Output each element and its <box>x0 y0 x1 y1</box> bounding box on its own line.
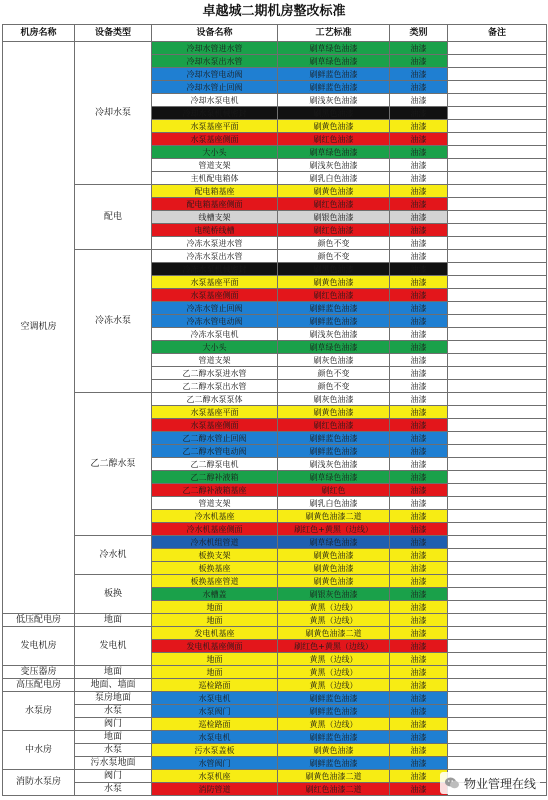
remark-cell <box>448 393 547 406</box>
remark-cell <box>448 484 547 497</box>
remark-cell <box>448 263 547 276</box>
category-cell: 油漆 <box>390 705 448 718</box>
standard-cell: 刷红色油漆 <box>278 198 390 211</box>
device-name-cell: 水泵基座侧面 <box>152 133 278 146</box>
device-name-cell: 污水泵盖板 <box>152 744 278 757</box>
device-name-cell: 冷却水管止回阀 <box>152 81 278 94</box>
standard-cell: 刷草绿色油漆 <box>278 471 390 484</box>
device-type-cell: 阀门 <box>75 718 152 731</box>
standard-cell: 刷鲜蓝色油漆 <box>278 432 390 445</box>
remark-cell <box>448 705 547 718</box>
remark-cell <box>448 172 547 185</box>
device-name-cell: 板换支架 <box>152 549 278 562</box>
standard-cell: 刷草绿色油漆 <box>278 146 390 159</box>
standard-cell: 刷红色 <box>278 484 390 497</box>
header-row <box>3 25 547 42</box>
standard-cell: 刷浅灰色油漆 <box>278 94 390 107</box>
standard-cell: 黄黑（边线） <box>278 614 390 627</box>
standard-cell: 黄黑（边线） <box>278 666 390 679</box>
device-name-cell: 发电机基座 <box>152 627 278 640</box>
standard-cell: 刷鲜蓝色油漆 <box>278 705 390 718</box>
device-name-cell: 管道支架 <box>152 159 278 172</box>
remark-cell <box>448 718 547 731</box>
category-cell: 油漆 <box>390 367 448 380</box>
standard-cell: 刷黄色油漆二道 <box>278 510 390 523</box>
category-cell: 油漆 <box>390 107 448 120</box>
category-cell: 油漆 <box>390 744 448 757</box>
table-row <box>3 250 547 263</box>
standard-cell: 刷黑色油漆 <box>278 263 390 276</box>
remark-cell <box>448 471 547 484</box>
standard-cell: 刷黄色油漆 <box>278 276 390 289</box>
remark-cell <box>448 42 547 55</box>
standard-cell: 黄黑（边线） <box>278 653 390 666</box>
standard-cell: 刷浅灰色油漆 <box>278 159 390 172</box>
remark-cell <box>448 406 547 419</box>
category-cell: 油漆 <box>390 679 448 692</box>
category-cell: 油漆 <box>390 159 448 172</box>
wechat-icon <box>444 775 460 791</box>
category-cell: 油漆 <box>390 237 448 250</box>
remark-cell <box>448 536 547 549</box>
device-name-cell: 水槽盖 <box>152 588 278 601</box>
category-cell: 油漆 <box>390 94 448 107</box>
device-name-cell: 冷冻水管电动阀 <box>152 315 278 328</box>
table-row <box>3 744 547 757</box>
standard-cell: 黄黑（边线） <box>278 601 390 614</box>
category-cell: 油漆 <box>390 731 448 744</box>
device-name-cell: 大小头 <box>152 341 278 354</box>
remark-cell <box>448 68 547 81</box>
category-cell: 油漆 <box>390 627 448 640</box>
category-cell: 油漆 <box>390 523 448 536</box>
standard-cell: 颜色不变 <box>278 250 390 263</box>
device-type-cell: 污水泵地面 <box>75 757 152 770</box>
remark-cell <box>448 341 547 354</box>
device-type-cell: 板换 <box>75 575 152 614</box>
table-row <box>3 679 547 692</box>
remark-cell <box>448 354 547 367</box>
remark-cell <box>448 497 547 510</box>
category-cell: 油漆 <box>390 471 448 484</box>
category-cell: 油漆 <box>390 497 448 510</box>
remark-cell <box>448 666 547 679</box>
category-cell: 油漆 <box>390 146 448 159</box>
category-cell: 油漆 <box>390 55 448 68</box>
device-name-cell: 水泵基座平面 <box>152 276 278 289</box>
device-name-cell: 乙二醇水泵出水管 <box>152 380 278 393</box>
standard-cell: 刷红色油漆 <box>278 224 390 237</box>
device-type-cell: 冷冻水泵 <box>75 250 152 393</box>
table-row <box>3 666 547 679</box>
remark-cell <box>448 198 547 211</box>
category-cell: 油漆 <box>390 42 448 55</box>
device-name-cell: 乙二醇水泵进水管 <box>152 367 278 380</box>
remark-cell <box>448 159 547 172</box>
standard-cell: 刷黄色油漆 <box>278 575 390 588</box>
category-cell: 油漆 <box>390 341 448 354</box>
remark-cell <box>448 289 547 302</box>
standard-cell: 黄黑（边线） <box>278 718 390 731</box>
standards-table <box>2 24 547 796</box>
category-cell: 油漆 <box>390 588 448 601</box>
category-cell: 油漆 <box>390 81 448 94</box>
watermark <box>440 772 540 794</box>
remark-cell <box>448 588 547 601</box>
device-name-cell: 板换基座管道 <box>152 575 278 588</box>
device-name-cell: 冷却水泵电机 <box>152 94 278 107</box>
standard-cell: 刷银色油漆 <box>278 211 390 224</box>
remark-cell <box>448 575 547 588</box>
remark-cell <box>448 445 547 458</box>
remark-cell <box>448 224 547 237</box>
device-name-cell: 冷冻水泵进水管 <box>152 237 278 250</box>
category-cell: 油漆 <box>390 133 448 146</box>
device-type-cell: 地面 <box>75 666 152 679</box>
category-cell: 油漆 <box>390 692 448 705</box>
remark-cell <box>448 367 547 380</box>
header-remark: 备注 <box>448 25 547 42</box>
category-cell: 油漆 <box>390 432 448 445</box>
device-name-cell: 水泵电机 <box>152 731 278 744</box>
category-cell: 油漆 <box>390 380 448 393</box>
standard-cell: 刷黄色油漆二道 <box>278 770 390 783</box>
standard-cell: 刷黄色油漆 <box>278 185 390 198</box>
device-name-cell: 水泵基座侧面 <box>152 289 278 302</box>
remark-cell <box>448 107 547 120</box>
header-room: 机房名称 <box>3 25 75 42</box>
room-name-cell: 消防水泵房 <box>3 770 75 796</box>
category-cell: 油漆 <box>390 614 448 627</box>
device-name-cell: 冷水机基座 <box>152 510 278 523</box>
device-name-cell: 乙二醇补液箱基座 <box>152 484 278 497</box>
standard-cell: 刷鲜蓝色油漆 <box>278 315 390 328</box>
device-name-cell: 冷冻水泵出水管 <box>152 250 278 263</box>
category-cell: 油漆 <box>390 549 448 562</box>
standard-cell: 刷草绿色油漆 <box>278 341 390 354</box>
remark-cell <box>448 562 547 575</box>
device-name-cell: 线槽支架 <box>152 211 278 224</box>
category-cell: 油漆 <box>390 653 448 666</box>
table-row <box>3 42 547 55</box>
remark-cell <box>448 315 547 328</box>
device-type-cell: 水泵 <box>75 705 152 718</box>
standard-cell: 刷红色+黄黑（边线） <box>278 523 390 536</box>
device-type-cell: 配电 <box>75 185 152 250</box>
remark-cell <box>448 237 547 250</box>
remark-cell <box>448 692 547 705</box>
device-name-cell: 乙二醇补液箱 <box>152 471 278 484</box>
room-name-cell: 水泵房 <box>3 692 75 731</box>
category-cell: 油漆 <box>390 757 448 770</box>
device-type-cell: 冷水机 <box>75 536 152 575</box>
category-cell: 油漆 <box>390 276 448 289</box>
remark-cell <box>448 146 547 159</box>
room-name-cell: 低压配电房 <box>3 614 75 627</box>
device-name-cell: 冷水机组管道 <box>152 536 278 549</box>
room-name-cell: 中水房 <box>3 731 75 770</box>
device-name-cell: 冷却水泵机械密封 <box>152 107 278 120</box>
standard-cell: 刷红色油漆 <box>278 133 390 146</box>
header-category: 类别 <box>390 25 448 42</box>
device-name-cell: 地面 <box>152 614 278 627</box>
device-type-cell: 发电机 <box>75 627 152 666</box>
page-title: 卓越城二期机房整改标准 <box>202 4 346 19</box>
category-cell: 油漆 <box>390 419 448 432</box>
category-cell: 油漆 <box>390 120 448 133</box>
device-name-cell: 电缆桥线槽 <box>152 224 278 237</box>
standard-cell: 刷乳白色油漆 <box>278 497 390 510</box>
category-cell: 油漆 <box>390 250 448 263</box>
category-cell: 油漆 <box>390 640 448 653</box>
remark-cell <box>448 757 547 770</box>
table-row <box>3 731 547 744</box>
category-cell: 油漆 <box>390 510 448 523</box>
remark-cell <box>448 133 547 146</box>
table-row <box>3 627 547 640</box>
device-name-cell: 水泵电机 <box>152 692 278 705</box>
category-cell: 油漆 <box>390 263 448 276</box>
device-type-cell: 乙二醇水泵 <box>75 393 152 536</box>
remark-cell <box>448 653 547 666</box>
category-cell: 油漆 <box>390 575 448 588</box>
category-cell: 油漆 <box>390 718 448 731</box>
device-name-cell: 乙二醇水管止回阀 <box>152 432 278 445</box>
category-cell: 油漆 <box>390 562 448 575</box>
device-name-cell: 冷水机基座侧面 <box>152 523 278 536</box>
table-row <box>3 185 547 198</box>
device-name-cell: 水管阀门 <box>152 757 278 770</box>
category-cell: 油漆 <box>390 224 448 237</box>
device-name-cell: 水泵机座 <box>152 770 278 783</box>
device-type-cell: 阀门 <box>75 770 152 783</box>
device-name-cell: 发电机基座侧面 <box>152 640 278 653</box>
standard-cell: 刷红色油漆 <box>278 419 390 432</box>
category-cell: 油漆 <box>390 406 448 419</box>
table-row <box>3 705 547 718</box>
device-name-cell: 乙二醇水泵泵体 <box>152 393 278 406</box>
room-name-cell: 发电机房 <box>3 627 75 666</box>
standard-cell: 刷黄色油漆二道 <box>278 627 390 640</box>
category-cell: 油漆 <box>390 328 448 341</box>
standard-cell: 刷红色+黄黑（边线） <box>278 640 390 653</box>
standard-cell: 刷黄色油漆 <box>278 406 390 419</box>
table-row <box>3 575 547 588</box>
remark-cell <box>448 731 547 744</box>
standard-cell: 刷鲜蓝色油漆 <box>278 731 390 744</box>
standard-cell: 刷鲜蓝色油漆 <box>278 302 390 315</box>
category-cell: 油漆 <box>390 211 448 224</box>
device-name-cell: 消防管道 <box>152 783 278 796</box>
standard-cell: 刷红色油漆 <box>278 289 390 302</box>
standard-cell: 刷黄色油漆 <box>278 549 390 562</box>
category-cell: 油漆 <box>390 783 448 796</box>
remark-cell <box>448 601 547 614</box>
table-row <box>3 757 547 770</box>
table-body <box>3 42 547 796</box>
standard-cell: 刷灰色油漆 <box>278 354 390 367</box>
remark-cell <box>448 94 547 107</box>
remark-cell <box>448 302 547 315</box>
device-name-cell: 水泵基座平面 <box>152 120 278 133</box>
remark-cell <box>448 744 547 757</box>
standard-cell: 刷鲜蓝色油漆 <box>278 757 390 770</box>
standard-cell: 黄黑（边线） <box>278 679 390 692</box>
standard-cell: 刷草绿色油漆 <box>278 42 390 55</box>
remark-cell <box>448 640 547 653</box>
device-name-cell: 水泵基座平面 <box>152 406 278 419</box>
header-device-type: 设备类型 <box>75 25 152 42</box>
device-type-cell: 水泵 <box>75 783 152 796</box>
standard-cell: 刷鲜蓝色油漆 <box>278 445 390 458</box>
device-name-cell: 巡检路面 <box>152 718 278 731</box>
category-cell: 油漆 <box>390 68 448 81</box>
device-name-cell: 巡检路面 <box>152 679 278 692</box>
device-name-cell: 管道支架 <box>152 354 278 367</box>
device-name-cell: 地面 <box>152 666 278 679</box>
standard-cell: 颜色不变 <box>278 380 390 393</box>
category-cell: 油漆 <box>390 302 448 315</box>
device-name-cell: 冷却水管电动阀 <box>152 68 278 81</box>
remark-cell <box>448 432 547 445</box>
table-row <box>3 692 547 705</box>
header-device-name: 设备名称 <box>152 25 278 42</box>
device-name-cell: 地面 <box>152 601 278 614</box>
category-cell: 油漆 <box>390 601 448 614</box>
standard-cell: 颜色不变 <box>278 237 390 250</box>
remark-cell <box>448 185 547 198</box>
device-name-cell: 冷冻水管止回阀 <box>152 302 278 315</box>
category-cell: 油漆 <box>390 198 448 211</box>
category-cell: 油漆 <box>390 484 448 497</box>
device-name-cell: 配电箱基座 <box>152 185 278 198</box>
remark-cell <box>448 419 547 432</box>
device-name-cell: 水泵阀门 <box>152 705 278 718</box>
remark-cell <box>448 328 547 341</box>
remark-cell <box>448 679 547 692</box>
standard-cell: 刷草绿色油漆 <box>278 536 390 549</box>
device-name-cell: 配电箱基座侧面 <box>152 198 278 211</box>
device-name-cell: 乙二醇泵电机 <box>152 458 278 471</box>
remark-cell <box>448 627 547 640</box>
remark-cell <box>448 55 547 68</box>
device-name-cell: 冷却水泵出水管 <box>152 55 278 68</box>
standard-cell: 刷灰色油漆 <box>278 393 390 406</box>
standard-cell: 刷鲜蓝色油漆 <box>278 692 390 705</box>
device-name-cell: 冷却水管进水管 <box>152 42 278 55</box>
standard-cell: 刷黄色油漆 <box>278 744 390 757</box>
category-cell: 油漆 <box>390 172 448 185</box>
room-name-cell: 变压器房 <box>3 666 75 679</box>
remark-cell <box>448 276 547 289</box>
header-standard: 工艺标准 <box>278 25 390 42</box>
device-name-cell: 地面 <box>152 653 278 666</box>
standard-cell: 刷黑色油漆 <box>278 107 390 120</box>
device-name-cell: 冷冻水泵电机 <box>152 328 278 341</box>
standard-cell: 刷浅灰色油漆 <box>278 458 390 471</box>
table-row <box>3 536 547 549</box>
table-row <box>3 614 547 627</box>
category-cell: 油漆 <box>390 770 448 783</box>
device-name-cell: 主机配电箱体 <box>152 172 278 185</box>
table-row <box>3 718 547 731</box>
remark-cell <box>448 250 547 263</box>
standard-cell: 刷鲜蓝色油漆 <box>278 68 390 81</box>
device-name-cell: 板换基座 <box>152 562 278 575</box>
device-name-cell: 乙二醇水管电动阀 <box>152 445 278 458</box>
device-type-cell: 水泵 <box>75 744 152 757</box>
standard-cell: 刷黄色油漆 <box>278 562 390 575</box>
standard-cell: 刷鲜蓝色油漆 <box>278 81 390 94</box>
remark-cell <box>448 211 547 224</box>
standard-cell: 刷银灰色油漆 <box>278 588 390 601</box>
device-name-cell: 管道支架 <box>152 497 278 510</box>
category-cell: 油漆 <box>390 393 448 406</box>
category-cell: 油漆 <box>390 354 448 367</box>
device-type-cell: 泵房地面 <box>75 692 152 705</box>
remark-cell <box>448 380 547 393</box>
watermark-text: 物业管理在线 <box>463 776 536 791</box>
device-type-cell: 地面 <box>75 731 152 744</box>
device-type-cell: 地面 <box>75 614 152 627</box>
device-name-cell: 冷冻水泵机械密封 <box>152 263 278 276</box>
device-name-cell: 大小头 <box>152 146 278 159</box>
room-name-cell: 高压配电房 <box>3 679 75 692</box>
device-type-cell: 冷却水泵 <box>75 42 152 185</box>
standard-cell: 刷浅灰色油漆 <box>278 328 390 341</box>
remark-cell <box>448 81 547 94</box>
room-name-cell: 空调机房 <box>3 42 75 614</box>
category-cell: 油漆 <box>390 666 448 679</box>
category-cell: 油漆 <box>390 445 448 458</box>
standard-cell: 刷草绿色油漆 <box>278 55 390 68</box>
category-cell: 油漆 <box>390 315 448 328</box>
category-cell: 油漆 <box>390 185 448 198</box>
category-cell: 油漆 <box>390 536 448 549</box>
category-cell: 油漆 <box>390 289 448 302</box>
device-name-cell: 水泵基座侧面 <box>152 419 278 432</box>
remark-cell <box>448 523 547 536</box>
remark-cell <box>448 549 547 562</box>
remark-cell <box>448 458 547 471</box>
remark-cell <box>448 614 547 627</box>
remark-cell <box>448 510 547 523</box>
standard-cell: 颜色不变 <box>278 367 390 380</box>
device-type-cell: 地面、墙面 <box>75 679 152 692</box>
standard-cell: 刷红色油漆二道 <box>278 783 390 796</box>
table-row <box>3 393 547 406</box>
standard-cell: 刷乳白色油漆 <box>278 172 390 185</box>
remark-cell <box>448 120 547 133</box>
category-cell: 油漆 <box>390 458 448 471</box>
standard-cell: 刷黄色油漆 <box>278 120 390 133</box>
